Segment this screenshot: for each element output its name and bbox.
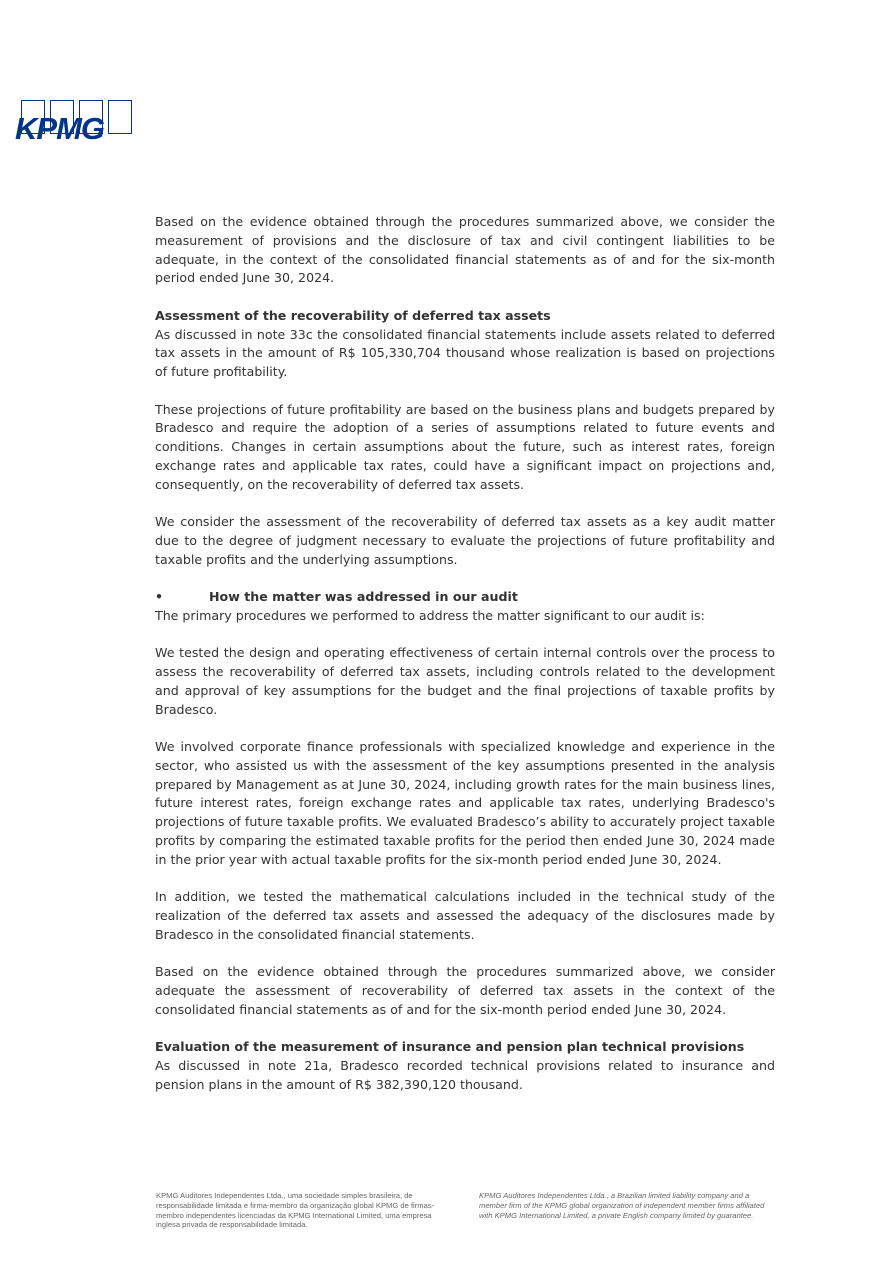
footer-english: KPMG Auditores Independentes Ltda., a Brazilian limited liability company and a member firm of the KPMG global organization of independent member firms affiliated with KPMG International Limited, a private English company limited by guarantee. — [479, 1191, 765, 1220]
paragraph: Based on the evidence obtained through the procedures summarized above, we consider adequate the assessment of recoverability of deferred tax assets in the context of the consolidated financial statements as of and for the six-month period ended June 30, 2024. — [155, 964, 775, 1017]
paragraph: As discussed in note 21a, Bradesco recorded technical provisions related to insurance and pension plans in the amount of R$ 382,390,120 thousand. — [155, 1057, 775, 1092]
bullet-heading — [155, 588, 775, 607]
paragraph: We tested the design and operating effectiveness of certain internal controls over the process to assess the recoverability of deferred tax assets, including controls related to the development and approval of key assumptions for the budget and the final projections of taxable profits by Bradesco. — [155, 645, 775, 717]
paragraph: In addition, we tested the mathematical calculations included in the technical study of the realization of the deferred tax assets and assessed the adequacy of the disclosures made by Bradesco in the consolidated financial statements. — [155, 889, 775, 942]
logo-box — [108, 100, 132, 134]
paragraph: As discussed in note 33c the consolidated financial statements include assets related to deferred tax assets in the amount of R$ 105,330,704 thousand whose realization is based on projections of future profitability. — [155, 326, 775, 379]
paragraph: These projections of future profitability are based on the business plans and budgets prepared by Bradesco and require the adoption of a series of assumptions related to future events and conditions. Changes in certain assumptions about the future, such as interest rates, foreign exchange rates and applicable tax rates, could have a significant impact on projections and, consequently, on the recoverability of deferred tax assets. — [155, 401, 775, 492]
document-body — [155, 213, 775, 1094]
paragraph: The primary procedures we performed to address the matter significant to our audit is: — [155, 607, 705, 623]
logo-wordmark: KPMG — [15, 111, 104, 146]
paragraph: Based on the evidence obtained through the procedures summarized above, we consider the measurement of provisions and the disclosure of tax and civil contingent liabilities to be adequate, in the context of the consolidated financial statements as of and for the six-month period ended June 30, 2024. — [155, 214, 775, 286]
bullet-heading-text: How the matter was addressed in our audit — [209, 589, 518, 604]
section-heading-deferred-tax: Assessment of the recoverability of deferred tax assets — [155, 307, 551, 323]
bullet-icon: • — [155, 589, 164, 604]
section-heading-technical-provisions: Evaluation of the measurement of insurance and pension plan technical provisions — [155, 1039, 745, 1054]
paragraph: We involved corporate finance professionals with specialized knowledge and experience in the sector, who assisted us with the assessment of the key assumptions presented in the analysis prepared by Management as at June 30, 2024, including growth rates for the main business lines, future interest rates, foreign exchange rates and applicable tax rates, underlying Bradesco's projections of future taxable profits. We evaluated Bradesco’s ability to accurately project taxable profits by comparing the estimated taxable profits for the period then ended June 30, 2024 made in the prior year with actual taxable profits for the six-month period ended June 30, 2024. — [155, 739, 775, 867]
paragraph: We consider the assessment of the recoverability of deferred tax assets as a key audit matter due to the degree of judgment necessary to evaluate the projections of future profitability and taxable profits and the underlying assumptions. — [155, 514, 775, 567]
footer-portuguese: KPMG Auditores Independentes Ltda., uma sociedade simples brasileira, de responsabilidade limitada e firma-membro da organização global KPMG de firmas-membro independentes licenciadas da KPMG International Limited, uma empresa inglesa privada de responsabilidade limitada. — [156, 1191, 435, 1230]
kpmg-logo — [15, 100, 135, 148]
